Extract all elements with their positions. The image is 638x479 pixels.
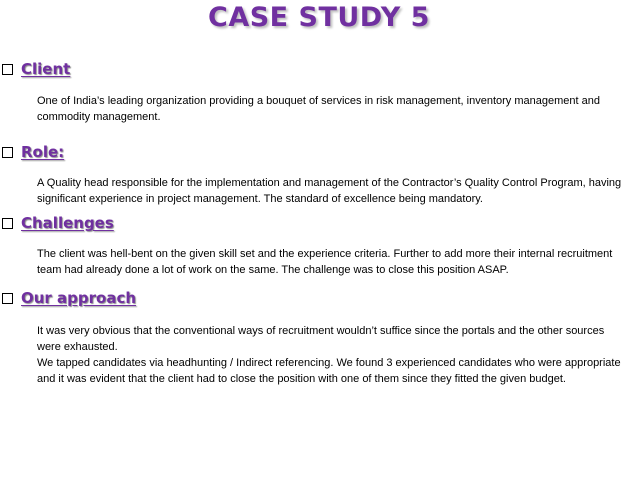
paragraph: A Quality head responsible for the implementation and management of the Contractor’s Quality Control Program, having significant experience in project management. The standard of excellence being mandatory. (37, 177, 622, 205)
slide-title: CASE STUDY 5 (208, 2, 430, 33)
heading-client: Client (21, 60, 71, 78)
checkbox-bullet-icon (2, 293, 13, 304)
paragraph: One of India’s leading organization providing a bouquet of services in risk management, inventory management and commodity management. (37, 95, 600, 123)
paragraph: We tapped candidates via headhunting / Indirect referencing. We found 3 experienced candidates who were appropriate and it was evident that the client had to close the position with one of them since they fitted the given budget. (37, 357, 621, 385)
paragraph: It was very obvious that the conventional ways of recruitment wouldn’t suffice since the portals and the other sources were exhausted. (37, 325, 605, 353)
approach-description (37, 323, 631, 387)
heading-our-approach: Our approach (21, 289, 137, 307)
checkbox-bullet-icon (2, 147, 13, 158)
role-description (37, 175, 631, 207)
section-heading (2, 214, 114, 232)
heading-role: Role: (21, 143, 65, 161)
heading-challenges: Challenges (21, 214, 114, 232)
challenges-description (37, 246, 631, 278)
section-heading (2, 60, 70, 78)
client-description (37, 93, 631, 125)
section-heading (2, 143, 64, 161)
checkbox-bullet-icon (2, 218, 13, 229)
checkbox-bullet-icon (2, 64, 13, 75)
paragraph: The client was hell-bent on the given skill set and the experience criteria. Further to add more their internal recruitment team had already done a lot of work on the same. The challenge was to close this position ASAP. (37, 248, 613, 276)
section-heading (2, 289, 136, 307)
